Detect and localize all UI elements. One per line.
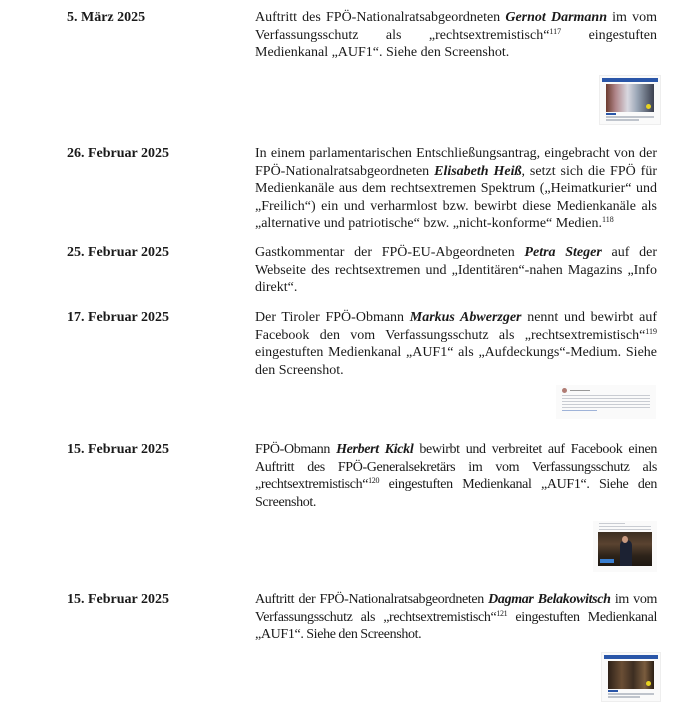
entry-text-mid: auf der Webseite des rechtsextremen und „Identitären“-nahen Magazins „Info direkt“.: [255, 245, 657, 295]
post-text-line: [599, 529, 651, 530]
entry-text: [255, 441, 657, 511]
entry-date: 5. März 2025: [67, 10, 146, 25]
footnote-ref[interactable]: 120: [368, 476, 380, 485]
entry-text-mid: bewirbt und verbreitet auf Facebook einen Auftritt des FPÖ-Generalsekretärs im vom Verfassungsschutz als „rechtsextremistisch“: [255, 442, 657, 492]
person-name: Petra Steger: [524, 245, 602, 260]
entry-text-mid: im vom Verfassungsschutz als „rechtsextremistisch“: [255, 10, 657, 43]
footnote-ref[interactable]: 118: [602, 215, 614, 224]
entry-text-mid: , setzt sich die FPÖ für Medienkanäle aus dem rechtsextremen Spektrum („Heimatkurier“ und „Freilich“) ein und verharmlost bzw. bewirbt diese Medienkanäle als „alternative und patriotische“ bzw. „nicht-konforme“ Medien.: [255, 163, 657, 231]
video-frame: [598, 532, 652, 566]
auf1-badge-icon: [600, 559, 614, 563]
caption-line: [608, 693, 654, 695]
facebook-post-screenshot: [556, 385, 656, 419]
facebook-video-screenshot: [593, 521, 657, 572]
footnote-ref[interactable]: 119: [645, 326, 657, 336]
post-text-line: [562, 395, 650, 396]
entry-text-pre: In einem parlamentarischen Entschließungsantrag, eingebracht von der FPÖ-Nationalratsabgeordneten: [255, 146, 657, 179]
category-tag: [606, 113, 616, 115]
auf1-logo-icon: [646, 104, 651, 109]
entry-text: [255, 9, 657, 62]
post-text-line: [599, 526, 651, 527]
post-text-line: [562, 401, 650, 402]
entry-text-pre: Auftritt der FPÖ-Nationalratsabgeordneten: [255, 592, 489, 607]
entry-text-mid: im vom Verfassungsschutz als „rechtsextremistisch“: [255, 592, 658, 625]
person-name: Herbert Kickl: [336, 442, 414, 457]
entry-text-post: eingestuften Medienkanal „AUF1“. Siehe den Screenshot.: [255, 27, 657, 60]
post-header: [556, 385, 656, 393]
entry-date: 17. Februar 2025: [67, 310, 170, 325]
entry-text-pre: FPÖ-Obmann: [255, 442, 337, 457]
person-name: Dagmar Belakowitsch: [488, 592, 611, 607]
video-frame: [606, 84, 654, 112]
entry-text-mid: nennt und bewirbt auf Facebook den vom Verfassungsschutz als „rechtsextremistisch“: [255, 310, 658, 343]
post-link-line: [562, 410, 597, 411]
entry-text: [255, 591, 657, 644]
post-text-line: [562, 404, 650, 405]
entry-date: 25. Februar 2025: [67, 245, 170, 260]
footnote-ref[interactable]: 117: [549, 26, 562, 36]
person-name: Elisabeth Heiß: [434, 163, 522, 179]
speaker-face: [622, 536, 628, 543]
auf1-logo-icon: [646, 681, 651, 686]
caption-line: [606, 119, 639, 121]
entry-text: [255, 145, 657, 233]
auf1-video-screenshot: [601, 652, 661, 702]
auf1-video-screenshot: [599, 75, 661, 125]
caption-line: [608, 696, 640, 698]
post-text-line: [562, 398, 650, 399]
person-name: Markus Abwerzger: [409, 310, 522, 325]
auf1-header-bar: [602, 78, 658, 82]
entry-text: [255, 309, 657, 379]
entry-text-pre: Der Tiroler FPÖ-Obmann: [255, 310, 410, 325]
entry-text-post: eingestuften Medienkanal „AUF1“. Siehe den Screenshot.: [255, 609, 657, 642]
poster-name-line: [599, 523, 625, 524]
caption-line: [606, 116, 654, 118]
poster-name-line: [570, 390, 590, 391]
entry-date: 15. Februar 2025: [67, 592, 170, 607]
category-tag: [608, 690, 618, 692]
entry-text-post: eingestuften Medienkanal „AUF1“ als „Aufdeckungs“-Medium. Siehe den Screenshot.: [255, 345, 657, 378]
person-name: Gernot Darmann: [505, 10, 607, 25]
footnote-ref[interactable]: 121: [496, 608, 508, 618]
video-frame: [608, 661, 654, 689]
avatar: [562, 388, 567, 393]
entry-text-pre: Gastkommentar der FPÖ-EU-Abgeordneten: [255, 245, 525, 260]
entry-text-post: eingestuften Medienkanal „AUF1“. Siehe den Screenshot.: [255, 477, 657, 510]
post-text-line: [562, 407, 650, 408]
auf1-header-bar: [604, 655, 658, 659]
speaker-figure: [620, 540, 632, 566]
entry-date: 15. Februar 2025: [67, 442, 170, 457]
entry-text-pre: Auftritt des FPÖ-Nationalratsabgeordneten: [255, 10, 506, 25]
entry-date: 26. Februar 2025: [67, 146, 170, 161]
entry-text: [255, 244, 657, 297]
